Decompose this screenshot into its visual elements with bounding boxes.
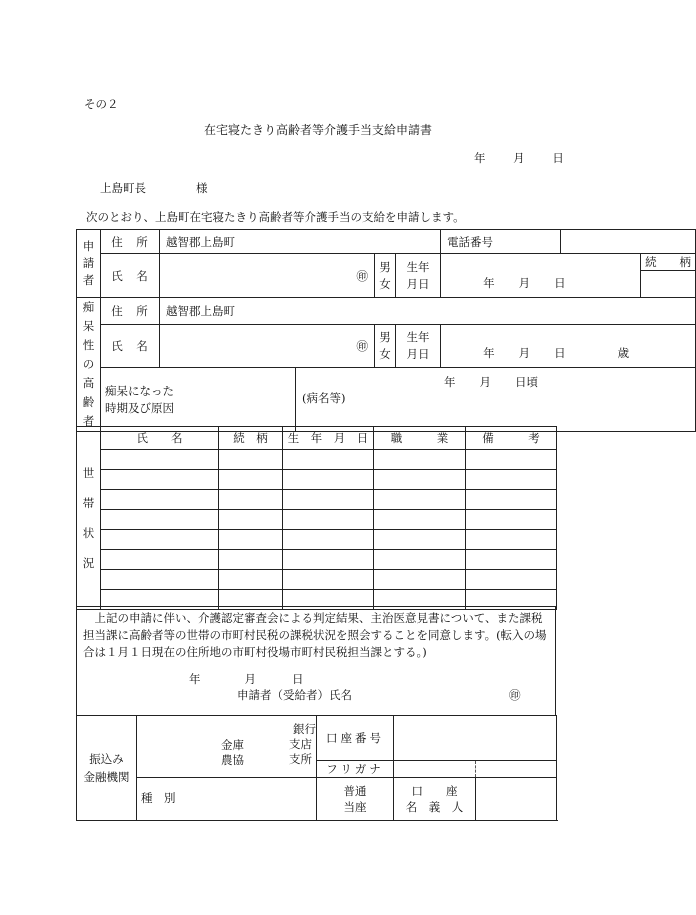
table-row <box>77 530 557 550</box>
year-label: 年 <box>474 151 486 165</box>
household-header-relation: 続 柄 <box>219 427 283 450</box>
household-cell[interactable] <box>466 550 557 570</box>
household-cell[interactable] <box>101 470 219 490</box>
household-cell[interactable] <box>374 490 466 510</box>
household-cell[interactable] <box>466 470 557 490</box>
account-type-label: 種 別 <box>141 791 176 805</box>
household-cell[interactable] <box>466 450 557 470</box>
elderly-name-label: 氏 名 <box>101 324 160 367</box>
signer-label: 申請者（受給者）氏名 <box>237 688 352 702</box>
applicant-name-field[interactable] <box>160 254 375 298</box>
household-cell[interactable] <box>219 490 283 510</box>
household-cell[interactable] <box>283 490 374 510</box>
household-cell[interactable] <box>374 550 466 570</box>
household-cell[interactable] <box>219 550 283 570</box>
applicant-birth-label: 生年 月日 <box>396 254 441 298</box>
table-row <box>77 570 557 590</box>
household-cell[interactable] <box>101 530 219 550</box>
household-cell[interactable] <box>466 490 557 510</box>
household-cell[interactable] <box>374 570 466 590</box>
age-suffix: 歳 <box>617 346 630 361</box>
relation-field[interactable] <box>641 271 696 298</box>
day-label: 日 <box>552 151 564 165</box>
disease-label: (病名等) <box>302 391 346 406</box>
household-header-name: 氏 名 <box>101 427 219 450</box>
household-cell[interactable] <box>101 510 219 530</box>
household-cell[interactable] <box>283 570 374 590</box>
elderly-address-field[interactable]: 越智郡上島町 <box>160 298 696 325</box>
consent-box <box>76 606 556 716</box>
table-row <box>77 470 557 490</box>
holder-field[interactable] <box>476 778 557 821</box>
household-cell[interactable] <box>374 450 466 470</box>
phone-field[interactable] <box>561 230 696 254</box>
applicant-birth-field[interactable]: 年 月 日 <box>441 254 641 298</box>
household-section-label: 世 帯 状 況 <box>77 427 101 610</box>
consent-date-line: 年 月 日 <box>189 672 304 686</box>
applicant-section-label: 申 請 者 <box>77 230 101 298</box>
onset-field[interactable] <box>296 368 696 432</box>
onset-date: 年 月 日頃 <box>444 375 538 390</box>
seal-icon: ㊞ <box>509 688 521 702</box>
relation-label: 続 柄 <box>641 254 696 271</box>
form-number: その２ <box>84 97 119 111</box>
household-cell[interactable] <box>219 570 283 590</box>
household-header-birth: 生 年 月 日 <box>283 427 374 450</box>
inst-types-left: 金庫 農協 <box>221 738 244 767</box>
holder-label: 口 座 名 義 人 <box>394 778 476 821</box>
elderly-birth-field[interactable]: 年 月 日 歳 <box>441 324 696 367</box>
account-type-wrap <box>137 778 317 821</box>
bank-name-field[interactable] <box>137 716 317 778</box>
household-cell[interactable] <box>101 550 219 570</box>
table-row <box>77 490 557 510</box>
household-cell[interactable] <box>466 510 557 530</box>
bank-table <box>76 715 557 821</box>
household-cell[interactable] <box>374 470 466 490</box>
table-row <box>77 450 557 470</box>
furigana-field-2[interactable] <box>476 761 557 778</box>
bank-section-label: 振込み 金融機関 <box>77 716 137 821</box>
household-cell[interactable] <box>101 450 219 470</box>
table-row <box>77 510 557 530</box>
household-cell[interactable] <box>283 470 374 490</box>
household-cell[interactable] <box>283 510 374 530</box>
table-row <box>77 550 557 570</box>
seal-icon: ㊞ <box>356 338 368 353</box>
household-cell[interactable] <box>101 570 219 590</box>
household-header-remarks: 備 考 <box>466 427 557 450</box>
form-title: 在宅寝たきり高齢者等介護手当支給申請書 <box>204 123 433 137</box>
elderly-section-label: 痴 呆 性 の 高 齢 者 <box>77 298 101 432</box>
account-type-options[interactable]: 普通 当座 <box>317 778 394 821</box>
elderly-sex[interactable]: 男 女 <box>375 324 396 367</box>
addressee-suffix: 様 <box>196 181 208 195</box>
household-header-occupation: 職 業 <box>374 427 466 450</box>
household-cell[interactable] <box>374 510 466 530</box>
applicant-name-label: 氏 名 <box>101 254 160 298</box>
phone-label: 電話番号 <box>441 230 561 254</box>
furigana-label: フリガナ <box>317 761 394 778</box>
elderly-name-field[interactable] <box>160 324 375 367</box>
inst-types-right: 銀行 支店 支所 <box>289 722 316 766</box>
month-label: 月 <box>513 151 525 165</box>
intro-text: 次のとおり、上島町在宅寝たきり高齢者等介護手当の支給を申請します。 <box>86 210 465 224</box>
furigana-field-1[interactable] <box>394 761 476 778</box>
household-cell[interactable] <box>466 570 557 590</box>
account-number-field[interactable] <box>394 716 557 761</box>
date-line-top <box>474 150 564 166</box>
household-cell[interactable] <box>219 530 283 550</box>
seal-icon: ㊞ <box>356 268 368 283</box>
household-cell[interactable] <box>283 530 374 550</box>
applicant-address-label: 住 所 <box>101 230 160 254</box>
elderly-address-label: 住 所 <box>101 298 160 325</box>
household-cell[interactable] <box>101 490 219 510</box>
household-cell[interactable] <box>219 510 283 530</box>
elderly-birth-label: 生年 月日 <box>396 324 441 367</box>
household-cell[interactable] <box>466 530 557 550</box>
account-number-label: 口座番号 <box>317 716 394 761</box>
addressee <box>100 180 208 196</box>
household-cell[interactable] <box>283 550 374 570</box>
consent-text: 上記の申請に伴い、介護認定審査会による判定結果、主治医意見書について、また課税担当課に高齢者等の世帯の市町村民税の課税状況を照会することを同意します。(転入の場合は１月１日現在の住所地の市町村役場市町村民税担当課とする。) <box>83 611 547 659</box>
addressee-name: 上島町長 <box>100 181 146 195</box>
household-cell[interactable] <box>374 530 466 550</box>
applicant-address-field[interactable]: 越智郡上島町 <box>160 230 441 254</box>
household-cell[interactable] <box>219 470 283 490</box>
household-cell[interactable] <box>283 450 374 470</box>
onset-label: 痴呆になった 時期及び原因 <box>101 368 296 432</box>
household-table <box>76 426 557 610</box>
household-cell[interactable] <box>219 450 283 470</box>
applicant-sex[interactable]: 男 女 <box>375 254 396 298</box>
applicant-table <box>76 229 696 432</box>
